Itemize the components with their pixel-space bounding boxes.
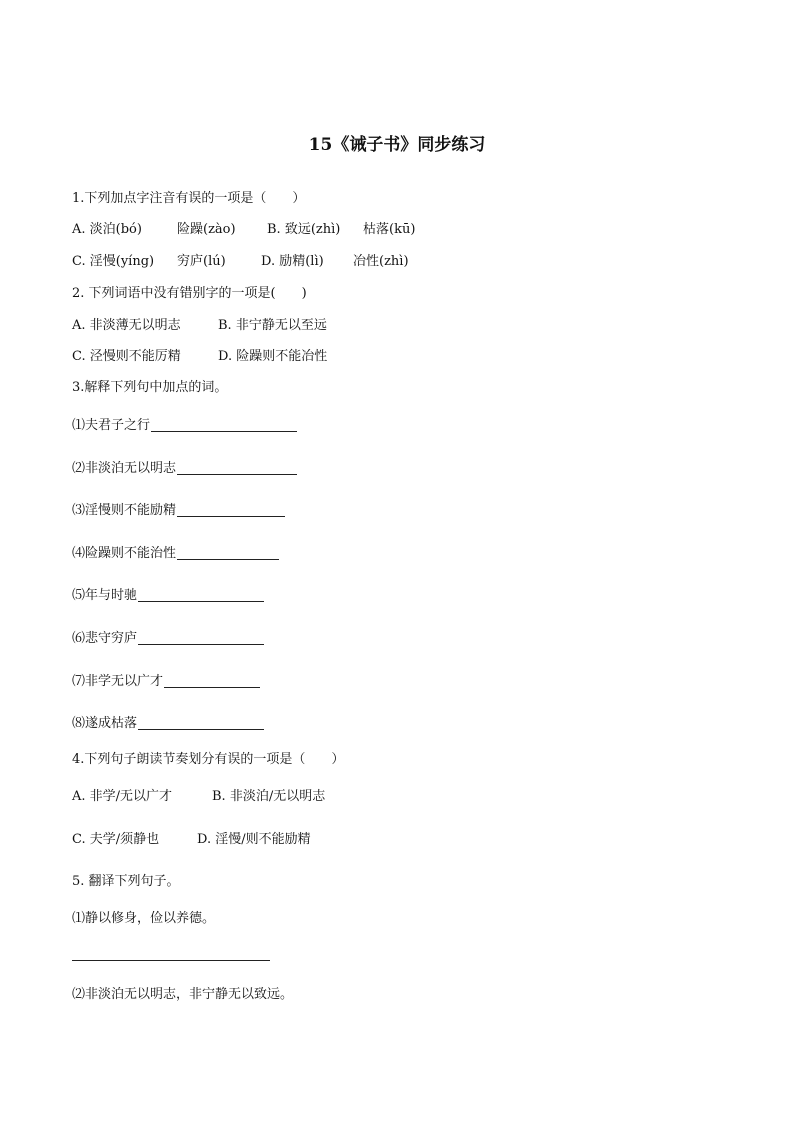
q3-item [72, 631, 264, 645]
q3-item-label: ⑶淫慢则不能励精 [72, 503, 177, 518]
q3-item-label: ⑷险躁则不能治性 [72, 546, 177, 561]
q4-options-row-2 [72, 833, 311, 846]
q4-option-b: B. 非淡泊/无以明志 [212, 789, 326, 804]
q1-option-b1: B. 致远(zhì) [267, 222, 341, 237]
q1-option-a1: A. 淡泊(bó) [72, 222, 142, 237]
q1-stem: 1.下列加点字注音有误的一项是（ ） [72, 191, 306, 206]
q1-option-b2: 枯落(kū) [363, 222, 416, 237]
q3-item [72, 503, 285, 517]
answer-blank[interactable] [164, 674, 260, 688]
answer-blank[interactable] [151, 418, 297, 432]
q2-options-row-2 [72, 350, 327, 363]
document-title: 15《诫子书》同步练习 [308, 135, 486, 155]
q3-item [72, 546, 279, 560]
q2-stem: 2. 下列词语中没有错别字的一项是( ) [72, 286, 307, 301]
q3-item [72, 461, 297, 475]
q4-stem: 4.下列句子朗读节奏划分有误的一项是（ ） [72, 752, 345, 767]
q3-item-label: ⑴夫君子之行 [72, 418, 151, 433]
q3-stem: 3.解释下列句中加点的词。 [72, 380, 228, 395]
q1-option-a2: 险躁(zào) [177, 222, 236, 237]
q1-option-d2: 冶性(zhì) [353, 254, 409, 269]
q2-option-d: D. 险躁则不能冶性 [218, 349, 328, 364]
q3-item [72, 716, 264, 730]
answer-blank[interactable] [138, 716, 264, 730]
q4-options-row-1 [72, 790, 325, 803]
q3-item-label: ⑹悲守穷庐 [72, 631, 138, 646]
q2-option-b: B. 非宁静无以至远 [218, 318, 327, 333]
q1-options-row-2 [72, 255, 409, 268]
q5-stem: 5. 翻译下列句子。 [72, 874, 180, 889]
q4-option-c: C. 夫学/须静也 [72, 832, 160, 847]
q4-option-d: D. 淫慢/则不能励精 [197, 832, 311, 847]
q3-item [72, 418, 297, 432]
translation-answer-line[interactable] [72, 960, 270, 961]
q1-options-row-1 [72, 223, 415, 236]
answer-blank[interactable] [177, 546, 279, 560]
q2-option-c: C. 泾慢则不能厉精 [72, 349, 181, 364]
answer-blank[interactable] [177, 461, 297, 475]
q4-option-a: A. 非学/无以广才 [72, 789, 173, 804]
answer-blank[interactable] [177, 503, 285, 517]
q2-option-a: A. 非淡薄无以明志 [72, 318, 181, 333]
q1-option-c2: 穷庐(lú) [177, 254, 226, 269]
q3-item [72, 588, 264, 602]
q2-options-row-1 [72, 319, 327, 332]
q3-item [72, 674, 260, 688]
answer-blank[interactable] [138, 631, 264, 645]
answer-blank[interactable] [138, 588, 264, 602]
q3-item-label: ⑺非学无以广才 [72, 674, 164, 689]
q5-item: ⑵非淡泊无以明志，非宁静无以致远。 [72, 987, 294, 1002]
q3-item-label: ⑸年与时驰 [72, 588, 138, 603]
q3-item-label: ⑵非淡泊无以明志 [72, 461, 177, 476]
q1-option-d1: D. 励精(lì) [261, 254, 324, 269]
q1-option-c1: C. 淫慢(yíng) [72, 254, 155, 269]
q5-item: ⑴静以修身，俭以养德。 [72, 911, 216, 926]
q3-item-label: ⑻遂成枯落 [72, 716, 138, 731]
